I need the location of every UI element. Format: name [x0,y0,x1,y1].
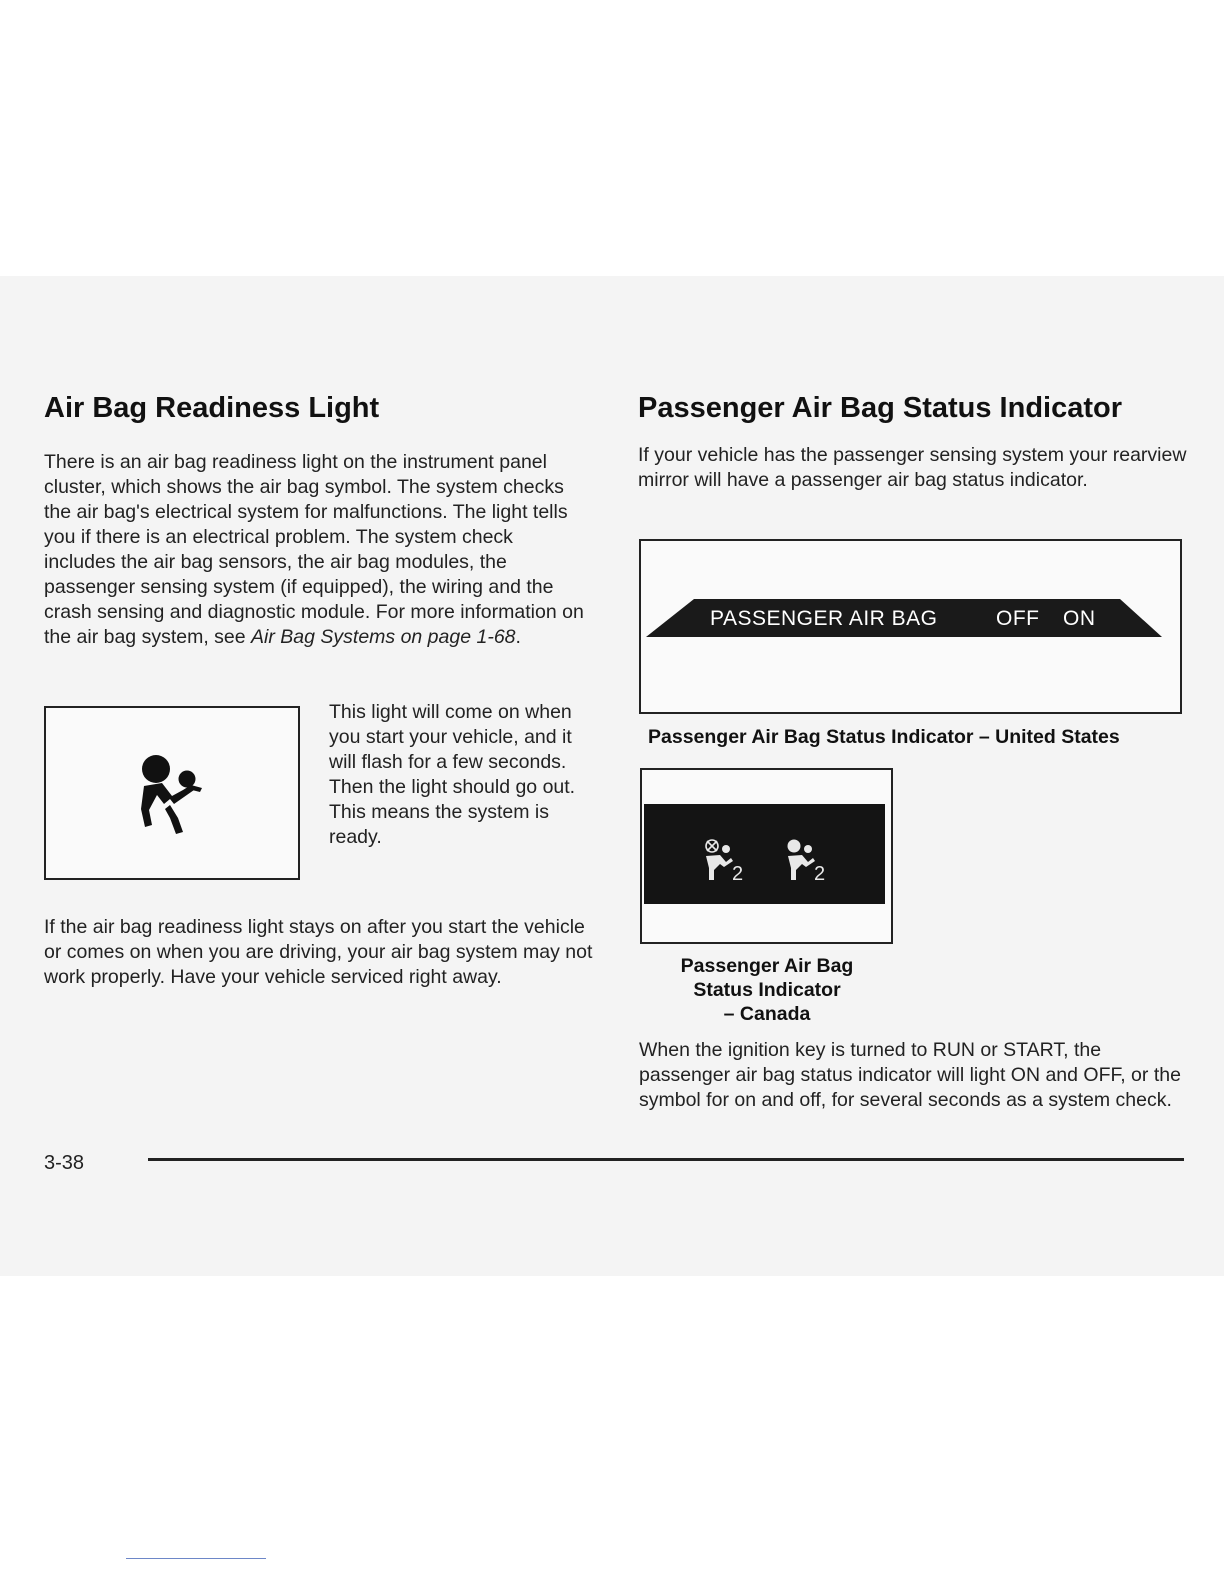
status-indicator-intro: If your vehicle has the passenger sensing system your rearview mirror will have a passenger air bag status indicator. [638,444,1187,491]
canada-indicator-caption: Passenger Air Bag Status Indicator – Canada [680,955,854,1025]
footer-rule [148,1158,1184,1161]
us-indicator-caption: Passenger Air Bag Status Indicator – United States [648,726,1120,748]
passenger-air-bag-label: PASSENGER AIR BAG [710,607,938,630]
readiness-light-description: This light will come on when you start your vehicle, and it will flash for a few seconds. Then the light should go out. This means the system is ready. [329,701,576,848]
heading-air-bag-readiness-light: Air Bag Readiness Light [44,392,380,424]
cross-reference-link[interactable]: Air Bag Systems on page 1-68 [251,626,516,648]
us-status-indicator-banner [646,597,1162,639]
passenger-air-bag-off-icon [700,836,750,886]
decorative-underline [126,1558,266,1559]
readiness-light-warning-paragraph: If the air bag readiness light stays on after you start the vehicle or comes on when you are driving, your air bag system may not work properly. Have your vehicle serviced right away. [44,916,593,988]
passenger-air-bag-on-icon [782,836,832,886]
system-check-paragraph: When the ignition key is turned to RUN or START, the passenger air bag status indicator will light ON and OFF, or the symbol for on and off, for several seconds as a system check. [639,1039,1181,1111]
heading-passenger-air-bag-status-indicator: Passenger Air Bag Status Indicator [638,392,1123,424]
readiness-paragraph: There is an air bag readiness light on the instrument panel cluster, which shows the air bag symbol. The system checks the air bag's electrical system for malfunctions. The light tells you if there is an electrical problem. The system check includes the air bag sensors, the air bag modules, the passenger sensing system (if equipped), the wiring and the crash sensing and diagnostic module. For more information on the air bag system, see Air Bag Systems on page 1-68. [44,451,584,648]
svg-text:2: 2 [814,863,826,885]
on-label: ON [1063,607,1096,630]
readiness-light-figure [44,706,300,880]
off-label: OFF [996,607,1040,630]
canada-status-indicator-panel [644,804,885,904]
page-number: 3-38 [44,1152,85,1174]
air-bag-readiness-icon [126,752,226,842]
svg-text:2: 2 [732,863,744,885]
